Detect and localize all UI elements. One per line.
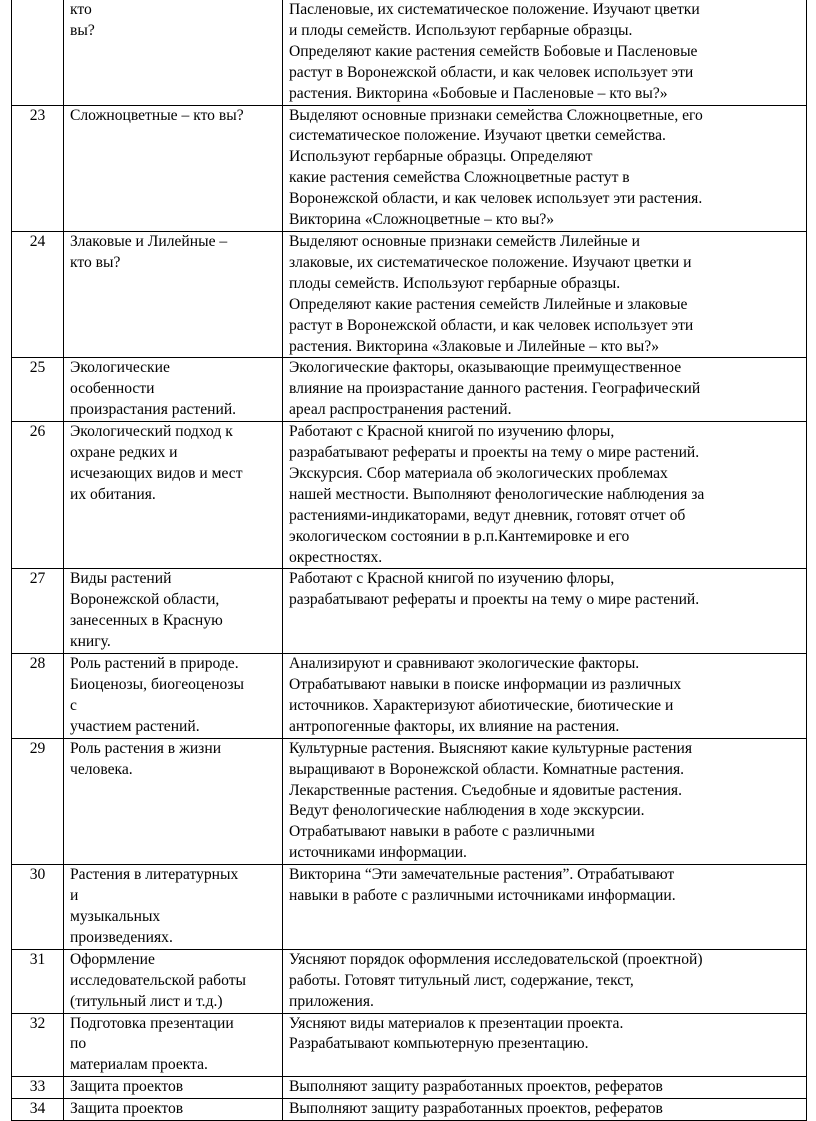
activity-description-line: экологическом состоянии в р.п.Кантемировке и его <box>289 527 630 545</box>
lesson-topic-line: Растения в литературных <box>70 866 239 884</box>
activity-description-cell <box>283 738 807 864</box>
lesson-topic-cell <box>64 105 283 231</box>
table-row <box>12 1099 807 1121</box>
lesson-topic-line: Оформление <box>70 950 155 968</box>
activity-description-line: Определяют какие растения семейств Лилейные и злаковые <box>289 295 688 313</box>
table-row <box>12 865 807 950</box>
activity-description-line: окрестностях. <box>289 548 383 566</box>
activity-description-line: ареал распространения растений. <box>289 401 512 419</box>
row-number: 29 <box>12 738 64 864</box>
activity-description-line: Экологические факторы, оказывающие преимущественное <box>289 359 682 377</box>
lesson-topic-cell <box>64 738 283 864</box>
row-number: 34 <box>12 1099 64 1121</box>
activity-description-line: Выделяют основные признаки семейств Лилейные и <box>289 232 640 250</box>
lesson-topic-line: произрастания растений. <box>70 401 237 419</box>
lesson-topic-line: Подготовка презентации <box>70 1014 234 1032</box>
row-number: 27 <box>12 569 64 654</box>
activity-description-line: Выделяют основные признаки семейства Сложноцветные, его <box>289 106 703 124</box>
activity-description-line: Анализируют и сравнивают экологические факторы. <box>289 655 640 673</box>
activity-description-cell <box>283 0 807 105</box>
activity-description-cell <box>283 422 807 569</box>
table-body <box>12 0 807 1121</box>
activity-description-cell <box>283 949 807 1013</box>
lesson-topic-line: участием растений. <box>70 717 200 735</box>
lesson-topic-line: Биоценозы, биогеоценозы <box>70 676 244 693</box>
activity-description-cell <box>283 1077 807 1099</box>
activity-description-line: приложения. <box>289 992 374 1010</box>
table-row <box>12 738 807 864</box>
row-number: 31 <box>12 949 64 1013</box>
activity-description-line: растут в Воронежской области, и как человек использует эти <box>289 63 694 81</box>
activity-description-cell <box>283 654 807 739</box>
lesson-topic-line: произведениях. <box>70 928 173 946</box>
activity-description-line: навыки в работе с различными источниками информации. <box>289 887 676 905</box>
activity-description-line: разрабатывают рефераты и проекты на тему о мире растений. <box>289 444 700 462</box>
table-row <box>12 0 807 105</box>
lesson-topic-line: Роль растения в жизни <box>70 739 222 757</box>
activity-description-line: какие растения семейства Сложноцветные растут в <box>289 169 630 187</box>
activity-description-line: Используют гербарные образцы. Определяют <box>289 148 593 166</box>
lesson-topic-line: особенности <box>70 380 155 398</box>
lesson-topic-line: кто вы? <box>70 253 121 271</box>
lesson-topic-line: Защита проектов <box>70 1078 184 1096</box>
activity-description-cell <box>283 569 807 654</box>
activity-description-line: и плоды семейств. Используют гербарные образцы. <box>289 21 633 39</box>
lesson-topic-cell <box>64 865 283 950</box>
lesson-topic-cell <box>64 0 283 105</box>
lesson-topic-cell <box>64 1013 283 1077</box>
activity-description-cell <box>283 231 807 357</box>
activity-description-line: Пасленовые, их систематическое положение. Изучают цветки <box>289 1 700 18</box>
lesson-topic-line: Экологические <box>70 359 170 377</box>
table-row <box>12 654 807 739</box>
activity-description-line: источниками информации. <box>289 844 467 862</box>
activity-description-line: Отрабатывают навыки в работе с различными <box>289 823 595 841</box>
activity-description-line: Выполняют защиту разработанных проектов, рефератов <box>289 1100 663 1118</box>
activity-description-line: растут в Воронежской области, и как человек использует эти <box>289 316 694 334</box>
row-number: 25 <box>12 358 64 422</box>
lesson-topic-line: Роль растений в природе. <box>70 655 239 673</box>
table-row <box>12 949 807 1013</box>
lesson-topic-line: музыкальных <box>70 907 161 925</box>
row-number: 33 <box>12 1077 64 1099</box>
activity-description-line: разрабатывают рефераты и проекты на тему о мире растений. <box>289 591 700 609</box>
lesson-topic-cell <box>64 1099 283 1121</box>
activity-description-line: систематическое положение. Изучают цветки семейства. <box>289 127 666 145</box>
activity-description-line: растения. Викторина «Злаковые и Лилейные – кто вы?» <box>289 337 659 355</box>
lesson-topic-line: человека. <box>70 760 133 778</box>
activity-description-line: Культурные растения. Выясняют какие культурные растения <box>289 739 693 757</box>
activity-description-cell <box>283 865 807 950</box>
row-number: 23 <box>12 105 64 231</box>
table-row <box>12 1077 807 1099</box>
row-number: 26 <box>12 422 64 569</box>
activity-description-line: Отрабатывают навыки в поиске информации из различных <box>289 676 682 693</box>
activity-description-line: Лекарственные растения. Съедобные и ядовитые растения. <box>289 781 682 799</box>
lesson-topic-line: и <box>70 887 79 905</box>
row-number: 30 <box>12 865 64 950</box>
activity-description-line: Ведут фенологические наблюдения в ходе экскурсии. <box>289 802 645 820</box>
lesson-topic-line: занесенных в Красную <box>70 612 223 630</box>
activity-description-line: нашей местности. Выполняют фенологические наблюдения за <box>289 485 705 503</box>
lesson-topic-cell <box>64 654 283 739</box>
activity-description-line: растения. Викторина «Бобовые и Пасленовые – кто вы?» <box>289 84 668 102</box>
lesson-topic-line: Защита проектов <box>70 1100 184 1118</box>
lesson-plan-table <box>11 0 807 1121</box>
table-row <box>12 422 807 569</box>
activity-description-cell <box>283 1013 807 1077</box>
activity-description-cell <box>283 358 807 422</box>
lesson-topic-cell <box>64 358 283 422</box>
row-number: 24 <box>12 231 64 357</box>
lesson-topic-line: Виды растений <box>70 570 172 588</box>
activity-description-line: Определяют какие растения семейств Бобовые и Пасленовые <box>289 42 698 60</box>
lesson-topic-line: вы? <box>70 21 95 39</box>
activity-description-line: растениями-индикаторами, ведут дневник, готовят отчет об <box>289 506 686 524</box>
activity-description-line: Викторина «Сложноцветные – кто вы?» <box>289 211 555 229</box>
row-number <box>12 0 64 105</box>
activity-description-cell <box>283 1099 807 1121</box>
table-row <box>12 1013 807 1077</box>
lesson-topic-line: с <box>70 696 77 714</box>
lesson-topic-line: их обитания. <box>70 485 156 503</box>
lesson-topic-cell <box>64 422 283 569</box>
lesson-topic-line: Сложноцветные – кто вы? <box>70 106 244 124</box>
table-row <box>12 231 807 357</box>
activity-description-line: Работают с Красной книгой по изучению флоры, <box>289 570 615 588</box>
activity-description-line: Выполняют защиту разработанных проектов, рефератов <box>289 1078 663 1096</box>
activity-description-line: Уясняют виды материалов к презентации проекта. <box>289 1014 624 1032</box>
activity-description-line: Разрабатывают компьютерную презентацию. <box>289 1035 589 1053</box>
lesson-topic-line: книгу. <box>70 633 111 651</box>
activity-description-line: влияние на произрастание данного растения. Географический <box>289 380 701 398</box>
lesson-topic-cell <box>64 231 283 357</box>
lesson-topic-line: материалам проекта. <box>70 1056 208 1074</box>
row-number: 32 <box>12 1013 64 1077</box>
activity-description-line: источников. Характеризуют абиотические, биотические и <box>289 696 674 714</box>
lesson-topic-cell <box>64 569 283 654</box>
activity-description-cell <box>283 105 807 231</box>
activity-description-line: Уясняют порядок оформления исследовательской (проектной) <box>289 950 703 968</box>
activity-description-line: антропогенные факторы, их влияние на растения. <box>289 717 620 735</box>
lesson-topic-line: Злаковые и Лилейные – <box>70 232 228 250</box>
activity-description-line: выращивают в Воронежской области. Комнатные растения. <box>289 760 685 778</box>
lesson-topic-line: Экологический подход к <box>70 423 233 441</box>
lesson-topic-line: Воронежской области, <box>70 591 220 609</box>
lesson-topic-line: кто <box>70 1 92 18</box>
lesson-topic-cell <box>64 1077 283 1099</box>
lesson-topic-cell <box>64 949 283 1013</box>
table-row <box>12 569 807 654</box>
table-row <box>12 105 807 231</box>
activity-description-line: Воронежской области, и как человек использует эти растения. <box>289 190 703 208</box>
activity-description-line: плоды семейств. Используют гербарные образцы. <box>289 274 621 292</box>
table-row <box>12 358 807 422</box>
lesson-topic-line: исследовательской работы <box>70 971 247 989</box>
lesson-topic-line: исчезающих видов и мест <box>70 464 243 482</box>
activity-description-line: злаковые, их систематическое положение. Изучают цветки и <box>289 253 692 271</box>
activity-description-line: Работают с Красной книгой по изучению флоры, <box>289 423 615 441</box>
activity-description-line: Экскурсия. Сбор материала об экологических проблемах <box>289 464 668 482</box>
activity-description-line: Викторина “Эти замечательные растения”. Отрабатывают <box>289 866 675 884</box>
lesson-topic-line: охране редких и <box>70 444 178 462</box>
lesson-topic-line: по <box>70 1035 87 1053</box>
row-number: 28 <box>12 654 64 739</box>
lesson-topic-line: (титульный лист и т.д.) <box>70 992 223 1010</box>
activity-description-line: работы. Готовят титульный лист, содержание, текст, <box>289 971 634 989</box>
